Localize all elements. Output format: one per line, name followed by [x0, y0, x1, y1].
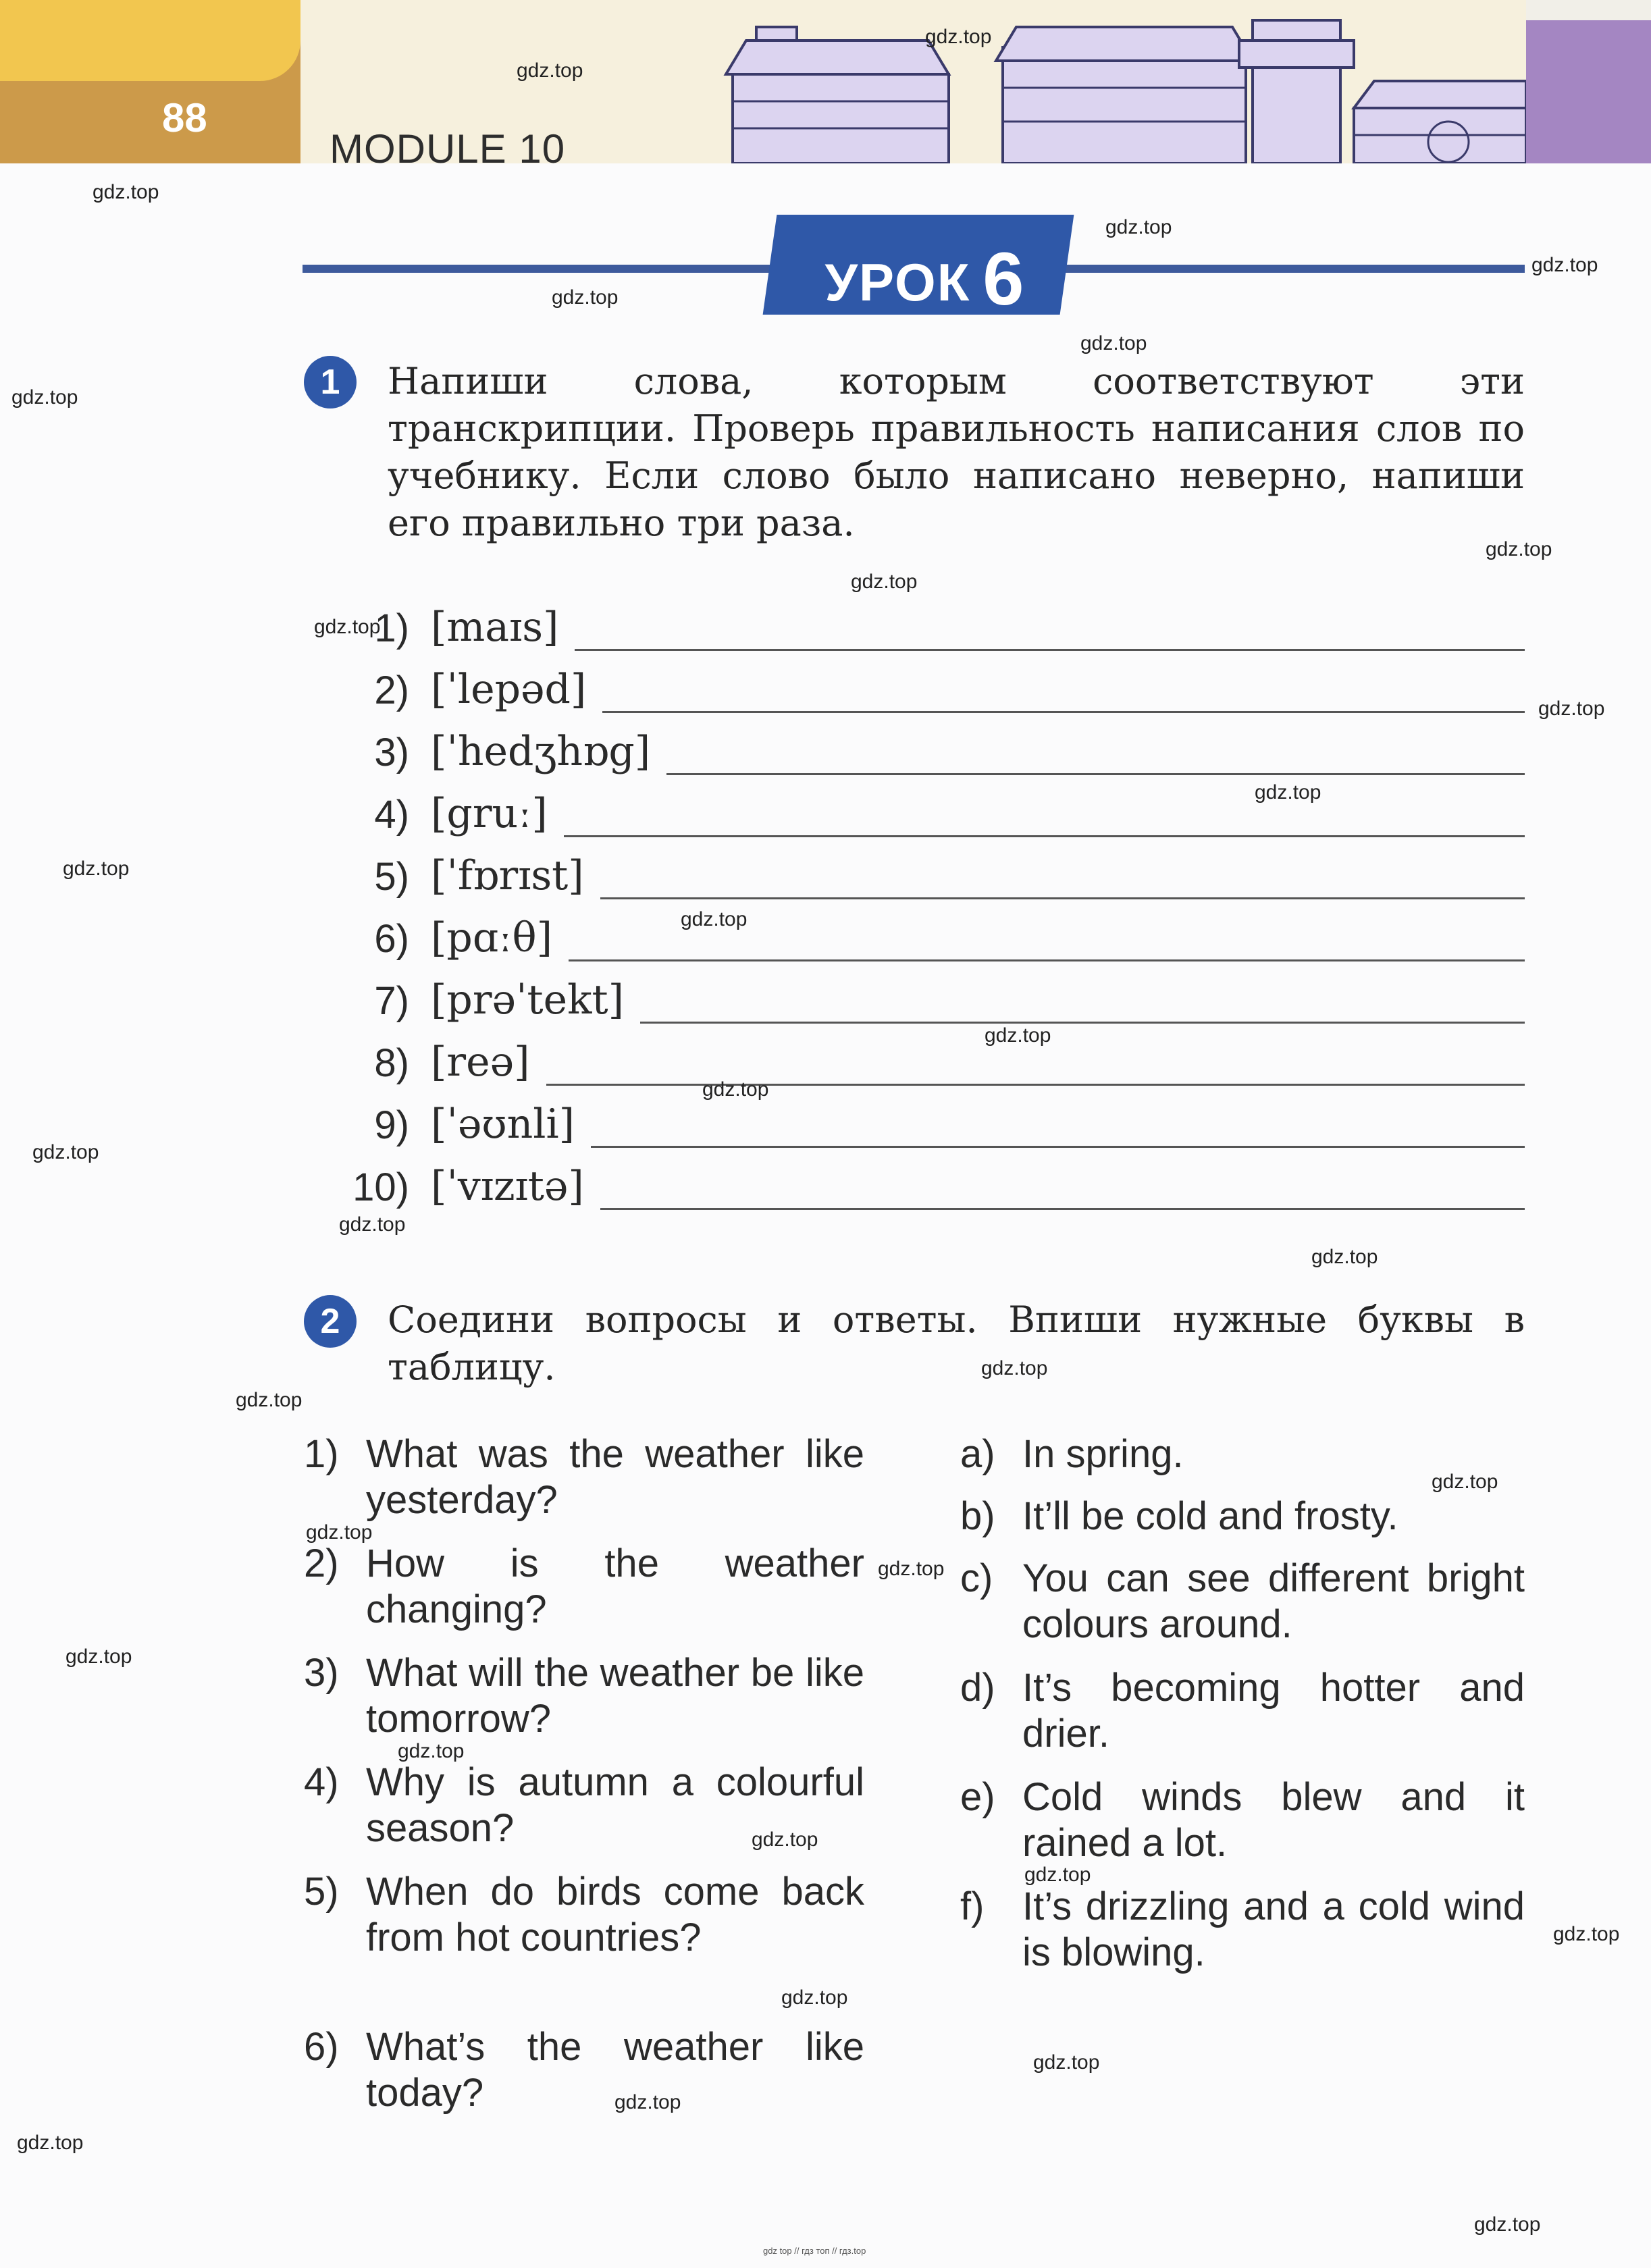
page-number: 88 — [162, 95, 207, 140]
watermark: gdz.top — [1080, 332, 1147, 354]
answer-line[interactable] — [600, 857, 1525, 899]
answer-letter: e) — [960, 1775, 995, 1819]
page-tab-highlight — [0, 0, 300, 81]
item-number: 7) — [374, 979, 409, 1023]
watermark: gdz.top — [781, 1986, 848, 2009]
watermark: gdz.top — [11, 386, 78, 408]
question-item — [304, 1650, 864, 1742]
question-text: How is the weather changing? — [366, 1541, 864, 1631]
question-text: What will the weather be like tomorrow? — [366, 1651, 864, 1741]
item-number: 2) — [374, 668, 409, 712]
watermark: gdz.top — [1105, 216, 1172, 238]
answer-letter: b) — [960, 1494, 995, 1538]
question-number: 1) — [304, 1432, 339, 1476]
watermark: gdz.top — [93, 181, 159, 203]
transcription: [prəˈtekt] — [431, 976, 624, 1024]
answer-item — [960, 1494, 1525, 1539]
answer-letter: d) — [960, 1666, 995, 1710]
watermark: gdz.top — [1531, 254, 1598, 276]
watermark: gdz.top — [1486, 538, 1552, 560]
transcription-row — [303, 961, 1525, 1024]
transcription-row — [303, 837, 1525, 899]
transcription: [ˈlepəd] — [431, 666, 587, 713]
answer-letter: a) — [960, 1432, 995, 1476]
watermark: gdz.top — [985, 1024, 1051, 1047]
footer-note: gdz top // гдз топ // гдз.top — [763, 2246, 866, 2256]
transcription: [ˈfɒrɪst] — [431, 852, 584, 899]
answer-text: It’s becoming hotter and drier. — [1022, 1666, 1525, 1756]
watermark: gdz.top — [236, 1389, 303, 1411]
answer-line[interactable] — [600, 1167, 1525, 1210]
transcription-row — [303, 713, 1525, 775]
transcription: [maɪs] — [431, 604, 559, 651]
task-1-instruction: Напиши слова, которым соответствуют эти транскрипции. Проверь правильность написания слов по учебнику. Если слово было написано неверно, напиши его правильно три раза. — [388, 360, 1525, 544]
question-item — [304, 2024, 864, 2116]
question-text: Why is autumn a colourful season? — [366, 1760, 864, 1850]
watermark: gdz.top — [552, 286, 619, 309]
watermark: gdz.top — [1255, 781, 1321, 803]
watermark: gdz.top — [17, 2132, 84, 2154]
watermark: gdz.top — [851, 571, 918, 593]
item-number: 10) — [352, 1165, 409, 1209]
watermark: gdz.top — [702, 1078, 769, 1101]
watermark: gdz.top — [65, 1645, 132, 1668]
watermark: gdz.top — [517, 59, 583, 82]
watermark: gdz.top — [1033, 2051, 1100, 2074]
question-number: 5) — [304, 1870, 339, 1914]
item-number: 4) — [374, 793, 409, 837]
watermark: gdz.top — [614, 2091, 681, 2113]
watermark: gdz.top — [878, 1558, 945, 1580]
task-2-instruction: Соедини вопросы и ответы. Впиши нужные буквы в таблицу. — [388, 1298, 1525, 1388]
watermark: gdz.top — [32, 1141, 99, 1163]
answer-line[interactable] — [602, 670, 1525, 713]
watermark: gdz.top — [398, 1740, 465, 1762]
question-item — [304, 1869, 864, 1961]
answer-text: Cold winds blew and it rained a lot. — [1022, 1775, 1525, 1865]
watermark: gdz.top — [981, 1357, 1048, 1379]
transcription-row — [303, 651, 1525, 713]
item-number: 1) — [374, 606, 409, 650]
answer-text: It’ll be cold and frosty. — [1022, 1494, 1398, 1538]
side-tab — [1526, 20, 1651, 163]
answer-text: In spring. — [1022, 1432, 1184, 1476]
question-number: 4) — [304, 1760, 339, 1804]
watermark: gdz.top — [925, 26, 992, 48]
watermark: gdz.top — [1024, 1864, 1091, 1886]
item-number: 6) — [374, 917, 409, 961]
transcription: [reə] — [431, 1038, 530, 1086]
task-2-number: 2 — [304, 1295, 357, 1348]
watermark: gdz.top — [681, 908, 748, 930]
transcription-row — [303, 1086, 1525, 1148]
question-item — [304, 1431, 864, 1523]
lesson-number: 6 — [982, 238, 1026, 321]
answer-text: It’s drizzling and a cold wind is blowing. — [1022, 1884, 1525, 1974]
answer-line[interactable] — [640, 981, 1525, 1024]
answer-letter: c) — [960, 1556, 993, 1600]
lesson-title — [797, 236, 1053, 322]
watermark: gdz.top — [306, 1521, 373, 1544]
watermark: gdz.top — [1432, 1471, 1498, 1493]
transcription: [gruː] — [431, 790, 548, 837]
item-number: 8) — [374, 1041, 409, 1085]
module-title: MODULE 10 — [330, 126, 566, 172]
question-number: 3) — [304, 1651, 339, 1695]
question-text: What’s the weather like today? — [366, 2025, 864, 2115]
item-number: 5) — [374, 855, 409, 899]
transcription-row — [303, 1148, 1525, 1210]
answer-item — [960, 1556, 1525, 1647]
answer-line[interactable] — [666, 733, 1525, 775]
watermark: gdz.top — [1538, 697, 1605, 720]
watermark: gdz.top — [1474, 2213, 1541, 2236]
question-item — [304, 1541, 864, 1633]
transcription: [pɑːθ] — [431, 914, 552, 961]
transcription: [ˈəʊnli] — [431, 1101, 575, 1148]
question-text: When do birds come back from hot countries? — [366, 1870, 864, 1959]
watermark: gdz.top — [314, 616, 381, 638]
watermark: gdz.top — [752, 1828, 818, 1851]
transcription: [ˈvɪzɪtə] — [431, 1163, 584, 1210]
watermark: gdz.top — [63, 858, 130, 880]
item-number: 3) — [374, 731, 409, 774]
answer-line[interactable] — [575, 608, 1525, 651]
answer-text: You can see different bright colours around. — [1022, 1556, 1525, 1646]
task-1-number: 1 — [304, 356, 357, 408]
answer-item — [960, 1774, 1525, 1866]
answer-letter: f) — [960, 1884, 985, 1928]
answer-line[interactable] — [591, 1105, 1525, 1148]
answer-item — [960, 1665, 1525, 1757]
watermark: gdz.top — [1553, 1923, 1620, 1945]
watermark: gdz.top — [339, 1213, 406, 1236]
watermark: gdz.top — [1311, 1246, 1378, 1268]
item-number: 9) — [374, 1103, 409, 1147]
answer-line[interactable] — [546, 1043, 1525, 1086]
transcription-row — [303, 589, 1525, 651]
transcription: [ˈhedʒhɒg] — [431, 728, 651, 775]
transcription-row — [303, 899, 1525, 961]
transcription-row — [303, 775, 1525, 837]
transcription-row — [303, 1024, 1525, 1086]
question-number: 6) — [304, 2025, 339, 2069]
answer-item — [960, 1884, 1525, 1976]
answer-line[interactable] — [564, 795, 1525, 837]
question-number: 2) — [304, 1541, 339, 1585]
lesson-label: УРОК — [824, 253, 971, 312]
question-text: What was the weather like yesterday? — [366, 1432, 864, 1522]
